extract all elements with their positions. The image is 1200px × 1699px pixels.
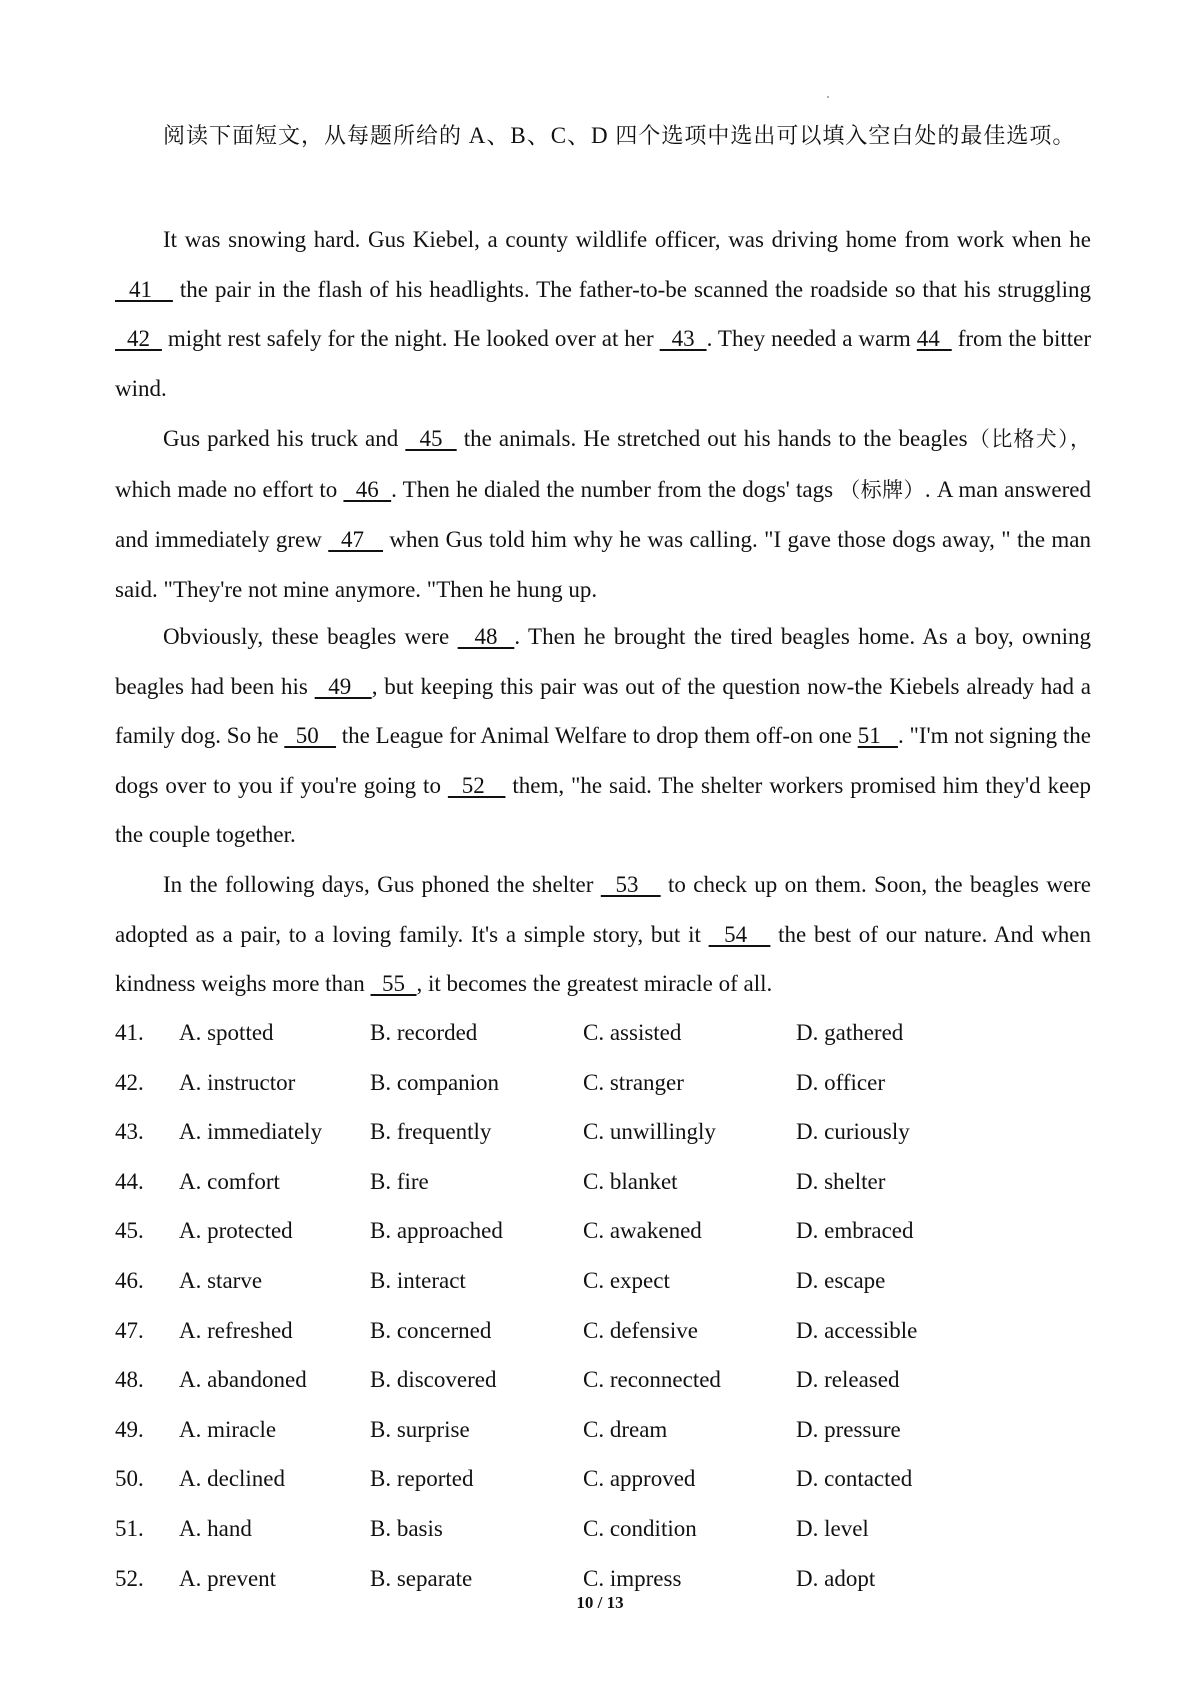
option-c: C. impress [583, 1565, 682, 1591]
option-b: B. interact [370, 1267, 466, 1293]
paragraph-4 [115, 860, 1091, 1009]
option-a: A. protected [179, 1218, 293, 1244]
text-run: Gus parked his truck and [163, 426, 406, 451]
option-d: D. released [796, 1367, 900, 1393]
question-row-42 [115, 1058, 1091, 1108]
question-row-43 [115, 1107, 1091, 1157]
option-b: B. frequently [370, 1119, 492, 1145]
text-run: Obviously, these beagles were [163, 624, 458, 649]
option-a: A. prevent [179, 1565, 277, 1591]
option-a: A. refreshed [179, 1317, 293, 1343]
option-b: B. surprise [370, 1416, 470, 1442]
question-number: 41. [115, 1020, 144, 1045]
blank-54: 54 [708, 921, 771, 947]
question-number: 45. [115, 1218, 144, 1244]
question-row-46 [115, 1256, 1091, 1306]
question-number: 51. [115, 1515, 144, 1541]
option-b: B. reported [370, 1466, 474, 1492]
question-row-50 [115, 1454, 1091, 1504]
option-c: C. reconnected [583, 1367, 721, 1393]
option-b: B. recorded [370, 1020, 478, 1045]
option-a: A. starve [179, 1267, 263, 1293]
option-c: C. awakened [583, 1218, 702, 1244]
option-d: D. embraced [796, 1218, 914, 1244]
option-a: A. miracle [179, 1416, 277, 1442]
option-a: A. immediately [179, 1119, 323, 1145]
text-run: . Then he brought the tired beagles home. As a boy, owning beagles had been his [115, 624, 1092, 699]
blank-47: 47 [328, 527, 384, 553]
scan-dot [827, 96, 829, 98]
option-b: B. discovered [370, 1367, 497, 1393]
blank-48: 48 [457, 624, 515, 649]
option-a: A. spotted [179, 1020, 274, 1045]
option-d: D. curiously [796, 1119, 910, 1145]
blank-53: 53 [600, 872, 661, 897]
option-c: C. expect [583, 1267, 670, 1293]
blank-45: 45 [405, 426, 457, 451]
text-run: . "I'm not signing the dogs over to you if you're going to [115, 723, 1092, 798]
option-c: C. dream [583, 1416, 668, 1442]
question-number: 42. [115, 1069, 144, 1095]
text-run: . Then he dialed the number from the dogs' tags [391, 476, 840, 502]
text-run: when Gus told him why he was calling. "I gave those dogs away, " the man said. "They're not mine anymore. "Then he hung up. [115, 527, 1092, 602]
question-number: 49. [115, 1416, 144, 1442]
option-d: D. gathered [796, 1020, 904, 1045]
question-row-47 [115, 1306, 1091, 1356]
option-c: C. approved [583, 1466, 696, 1492]
option-a: A. hand [179, 1515, 252, 1541]
paragraph-1 [115, 215, 1091, 413]
blank-43: 43 [659, 326, 707, 352]
blank-55: 55 [370, 971, 417, 997]
cjk-note-tags: （标牌） [839, 477, 925, 502]
option-c: C. condition [583, 1515, 697, 1541]
option-b: B. fire [370, 1168, 429, 1194]
option-c: C. assisted [583, 1020, 682, 1045]
text-run: the pair in the flash of his headlights. The father-to-be scanned the roadside so that his struggling [172, 276, 1091, 302]
question-number: 52. [115, 1565, 144, 1591]
cjk-note-beagles: （比格犬）， [967, 427, 1092, 451]
option-c: C. defensive [583, 1317, 698, 1343]
question-row-48 [115, 1355, 1091, 1405]
instruction-part1: 阅读下面短文，从每题所给的 [163, 124, 463, 149]
text-run: the best of our nature. And when kindness weighs more than [115, 921, 1092, 997]
text-run: It was snowing hard. Gus Kiebel, a county wildlife officer, was driving home from work when he [163, 227, 1091, 252]
text-run: which made no effort to [115, 476, 344, 502]
text-run: the animals. He stretched out his hands to the beagles [456, 426, 968, 451]
blank-46: 46 [343, 476, 392, 502]
instruction-text [115, 111, 1091, 162]
question-number: 46. [115, 1267, 144, 1293]
blank-49: 49 [314, 673, 372, 699]
text-run: them, "he said. The shelter workers promised him they'd keep the couple together. [115, 772, 1092, 848]
text-run: . A man answered and immediately grew [115, 476, 1091, 553]
question-number: 44. [115, 1168, 144, 1194]
option-d: D. escape [796, 1267, 886, 1293]
text-run: from the bitter wind. [115, 326, 1092, 401]
blank-42: 42 [115, 326, 162, 352]
question-row-44 [115, 1157, 1091, 1207]
option-a: A. instructor [179, 1069, 296, 1095]
blank-41: 41 [115, 276, 173, 302]
text-run: the League for Animal Welfare to drop them off-on one [336, 723, 858, 749]
option-b: B. approached [370, 1218, 503, 1244]
question-number: 50. [115, 1466, 144, 1492]
option-d: D. officer [796, 1069, 885, 1095]
option-d: D. accessible [796, 1317, 918, 1343]
option-d: D. shelter [796, 1168, 886, 1194]
question-number: 43. [115, 1119, 144, 1145]
text-run: might rest safely for the night. He looked over at her [161, 326, 660, 352]
option-d: D. level [796, 1515, 869, 1541]
option-d: D. contacted [796, 1466, 913, 1492]
text-run: , it becomes the greatest miracle of all. [416, 971, 773, 997]
instruction-part2: 四个选项中选出可以填入空白处的最佳选项。 [615, 124, 1076, 149]
text-run: . They needed a warm [706, 326, 917, 352]
paragraph-3 [115, 612, 1091, 860]
option-d: D. adopt [796, 1565, 876, 1591]
instruction-letters: A、B、C、D [462, 123, 616, 148]
blank-44: 44 [916, 326, 952, 352]
option-b: B. concerned [370, 1317, 492, 1343]
blank-51: 51 [857, 723, 898, 749]
question-row-45 [115, 1206, 1091, 1256]
page-number: 10 / 13 [576, 1593, 624, 1612]
blank-52: 52 [447, 772, 506, 798]
options-list [115, 1008, 1091, 1603]
option-b: B. companion [370, 1069, 500, 1095]
option-d: D. pressure [796, 1416, 901, 1442]
question-number: 48. [115, 1367, 144, 1393]
option-a: A. declined [179, 1466, 286, 1492]
option-a: A. comfort [179, 1168, 280, 1194]
question-row-49 [115, 1405, 1091, 1455]
text-run: In the following days, Gus phoned the shelter [163, 872, 601, 897]
option-a: A. abandoned [179, 1367, 307, 1393]
option-b: B. basis [370, 1515, 443, 1541]
paragraph-2 [115, 414, 1091, 614]
option-c: C. blanket [583, 1168, 678, 1194]
option-b: B. separate [370, 1565, 473, 1591]
question-number: 47. [115, 1317, 144, 1343]
blank-50: 50 [284, 723, 337, 749]
question-row-41 [115, 1008, 1091, 1058]
text-run: , but keeping this pair was out of the question now-the Kiebels already had a family dog. So he [115, 673, 1092, 749]
option-c: C. stranger [583, 1069, 684, 1095]
option-c: C. unwillingly [583, 1119, 716, 1145]
question-row-51 [115, 1504, 1091, 1554]
text-run: to check up on them. Soon, the beagles were adopted as a pair, to a loving family. It's a simple story, but it [115, 872, 1092, 947]
